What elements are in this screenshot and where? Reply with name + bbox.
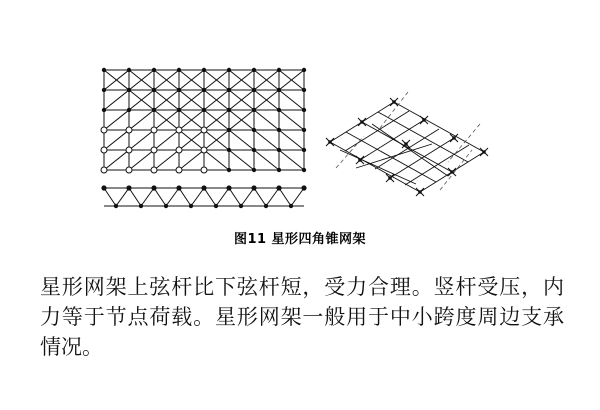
body-paragraph: 星形网架上弦杆比下弦杆短，受力合理。竖杆受压，内力等于节点荷载。星形网架一般用于中小跨度周边支承情况。: [40, 275, 564, 359]
plan-view-space-truss: [96, 60, 312, 220]
figure-area: [0, 24, 600, 214]
figure-caption: 图11 星形四角锥网架: [233, 232, 367, 247]
axonometric-view-space-truss: [320, 84, 500, 204]
